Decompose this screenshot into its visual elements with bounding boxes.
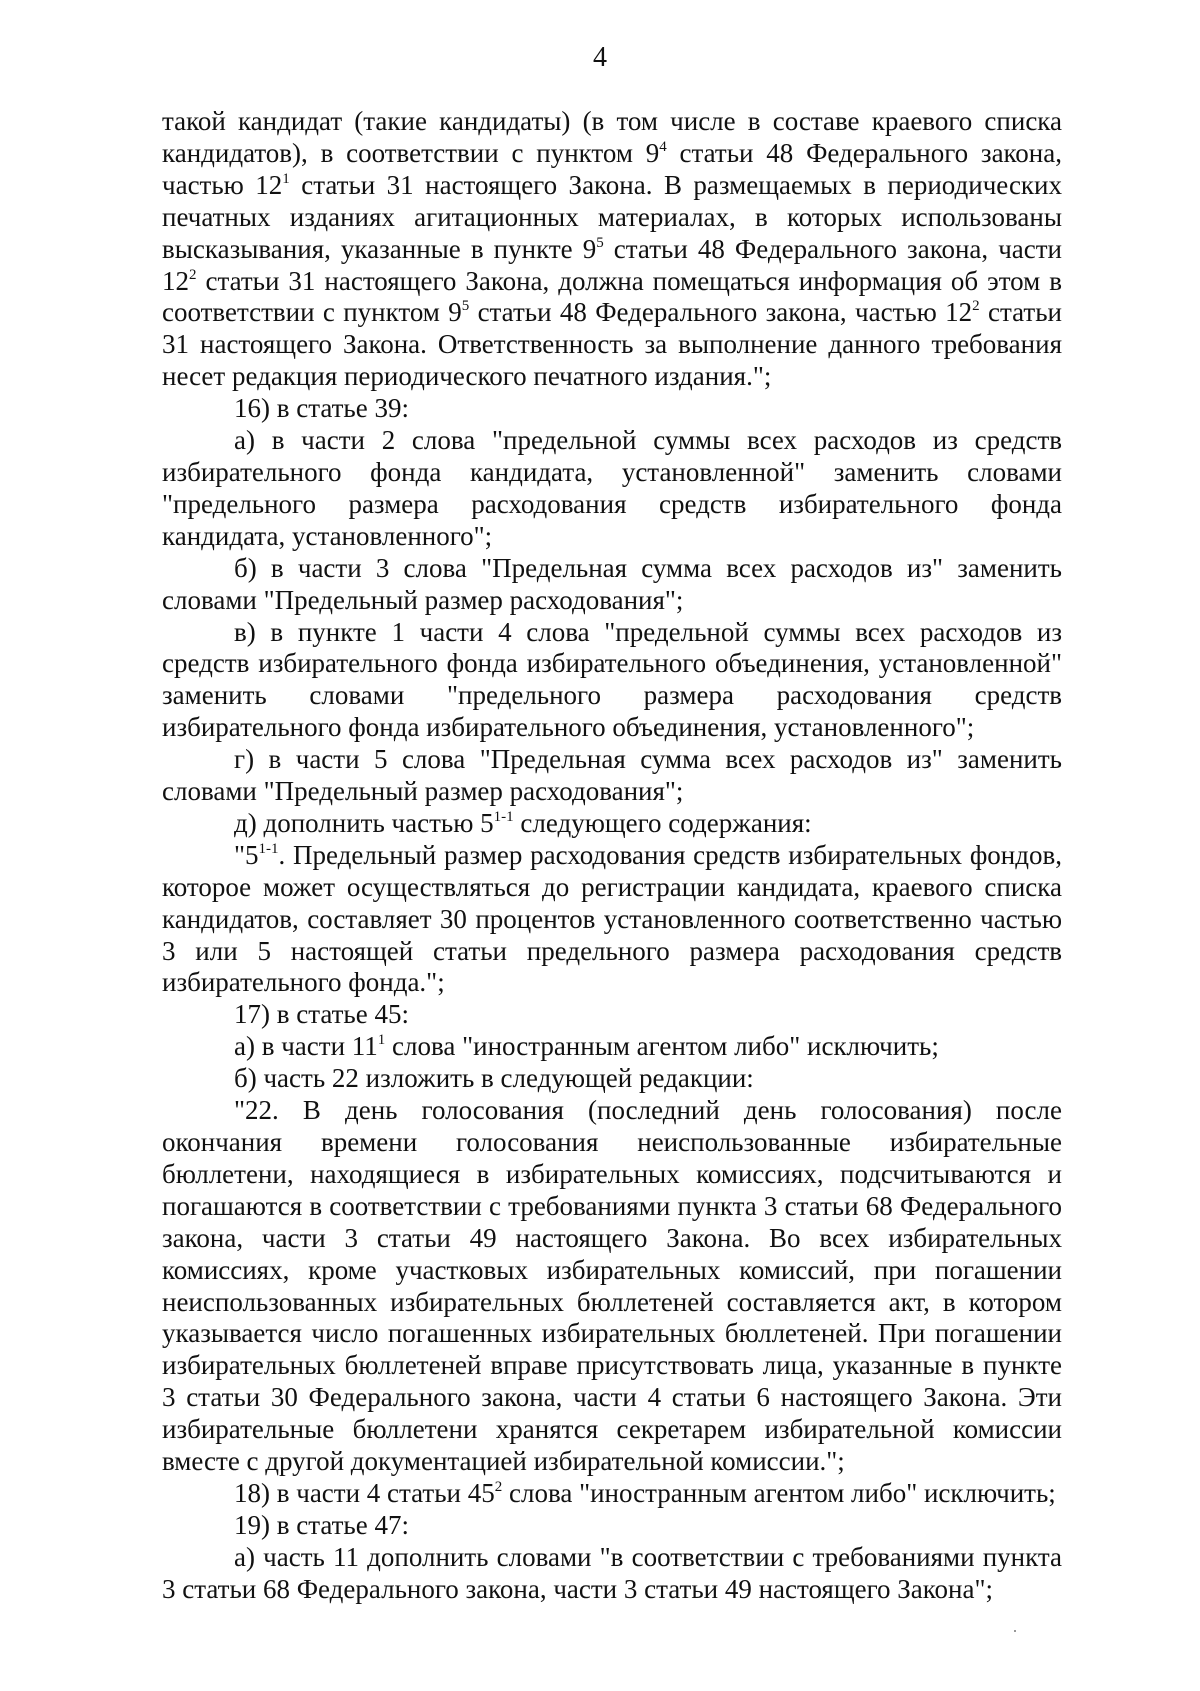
paragraph: а) часть 11 дополнить словами "в соответствии с требованиями пункта 3 статьи 68 Федерального закона, части 3 статьи 49 настоящего Закона";	[162, 1541, 1062, 1604]
paragraph: в) в пункте 1 части 4 слова "предельной суммы всех расходов из средств избирательного фонда избирательного объединения, установленной" заменить словами "предельного размера расходования средств избирательного фонда избирательного объединения, установленного";	[162, 616, 1062, 743]
paragraph: д) дополнить частью 5$^{1-1}$ следующего содержания:	[234, 807, 812, 838]
paragraph: такой кандидат (такие кандидаты) (в том числе в составе краевого списка кандидатов), в соответствии с пунктом $9^4$ статьи 48 Федерального закона, частью $12^1$ статьи 31 настоящего Закона. В размещаемых в периодических печатных изданиях агитационных материалах, в которых использованы высказывания, указанные в пункте $9^5$ статьи 48 Федерального закона, части $12^2$ статьи 31 настоящего Закона, должна помещаться информация об этом в соответствии с пунктом $9^5$ статьи 48 Федерального закона, частью $12^2$ статьи 31 настоящего Закона. Ответственность за выполнение данного требования несет редакция периодического печатного издания.";	[162, 106, 1063, 392]
body-text	[162, 106, 1062, 1606]
paragraph: 16) в статье 39:	[234, 393, 409, 424]
paragraph: "22. В день голосования (последний день голосования) после окончания времени голосования неиспользованные избирательные бюллетени, находящиеся в избирательных комиссиях, подсчитываются и погашаются в соответствии с требованиями пункта 3 статьи 68 Федерального закона, части 3 статьи 49 настоящего Закона. Во всех избирательных комиссиях, кроме участковых избирательных комиссий, при погашении неиспользованных избирательных бюллетеней составляется акт, в котором указывается число погашенных избирательных бюллетеней. При погашении избирательных бюллетеней вправе присутствовать лица, указанные в пункте 3 статьи 30 Федерального закона, части 4 статьи 6 настоящего Закона. Эти избирательные бюллетени хранятся секретарем избирательной комиссии вместе с другой документацией избирательной комиссии.";	[162, 1095, 1062, 1477]
paragraph: б) часть 22 изложить в следующей редакции:	[234, 1063, 754, 1094]
paragraph: 18) в части 4 статьи $45^2$ слова "иностранным агентом либо" исключить;	[234, 1477, 1056, 1508]
paragraph: б) в части 3 слова "Предельная сумма всех расходов из" заменить словами "Предельный размер расходования";	[162, 552, 1062, 615]
page-number: 4	[593, 42, 607, 73]
paragraph: 17) в статье 45:	[234, 999, 409, 1030]
paragraph: г) в части 5 слова "Предельная сумма всех расходов из" заменить словами "Предельный размер расходования";	[162, 744, 1062, 807]
paragraph: а) в части 2 слова "предельной суммы всех расходов из средств избирательного фонда кандидата, установленной" заменить словами "предельного размера расходования средств избирательного фонда кандидата, установленного";	[162, 425, 1062, 551]
paragraph: а) в части $11^1$ слова "иностранным агентом либо" исключить;	[234, 1031, 939, 1062]
paragraph: 19) в статье 47:	[234, 1509, 409, 1540]
paragraph: "5$^{1-1}$. Предельный размер расходования средств избирательных фондов, которое может осуществляться до регистрации кандидата, краевого списка кандидатов, составляет 30 процентов установленного соответственно частью 3 или 5 настоящей статьи предельного размера расходования средств избирательного фонда.";	[162, 839, 1062, 998]
scan-speck	[1014, 1630, 1016, 1632]
